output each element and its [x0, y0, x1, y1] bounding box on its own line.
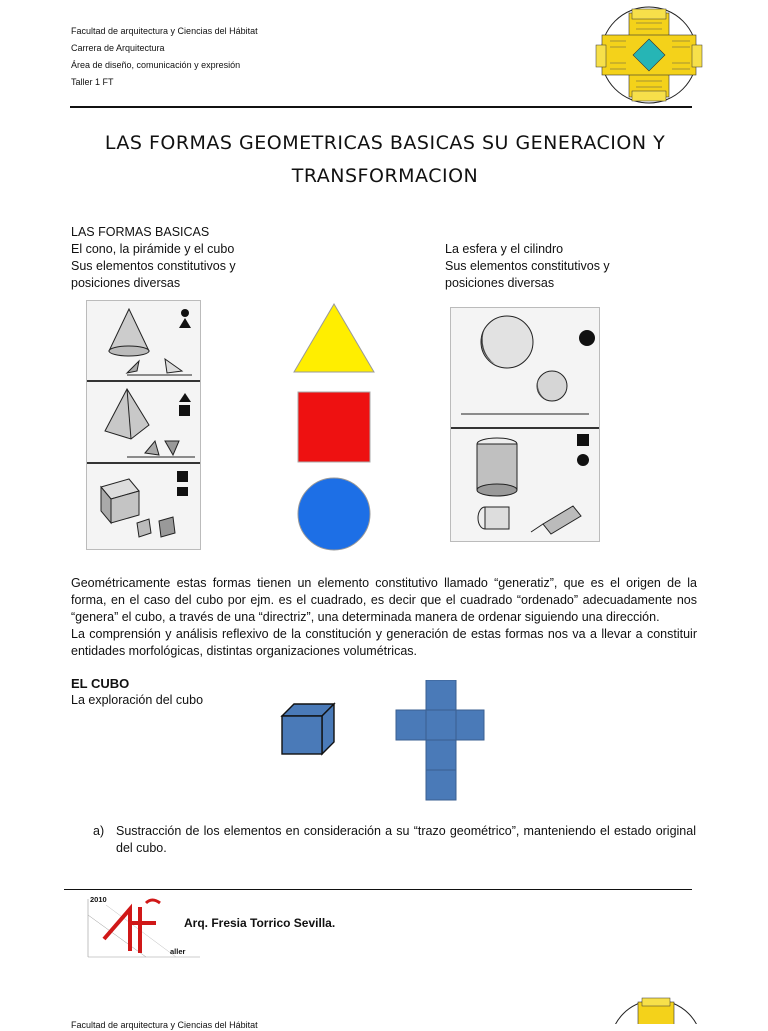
cube-net-drawing [394, 680, 486, 802]
cube-drawing [278, 700, 338, 760]
left-block-line1: El cono, la pirámide y el cubo [71, 242, 235, 256]
sphere-cylinder-sketch [450, 307, 600, 542]
sketch-drawings-2 [451, 308, 599, 541]
list-item-text: Sustracción de los elementos en consideración a su “trazo geométrico”, manteniendo el estado original del cubo. [116, 824, 696, 855]
left-block-line2: Sus elementos constitutivos y [71, 259, 236, 273]
cube-heading: EL CUBO [71, 676, 130, 691]
right-block-line1: La esfera y el cilindro [445, 242, 564, 256]
author-name: Arq. Fresia Torrico Sevilla. [184, 916, 336, 930]
red-square [298, 392, 370, 462]
next-page-logo [606, 996, 706, 1024]
blue-circle [298, 478, 370, 550]
sketch-drawings [87, 301, 200, 549]
header-area: Área de diseño, comunicación y expresión [71, 60, 241, 70]
left-block-line3: posiciones diversas [71, 276, 181, 290]
footer-rule [64, 889, 692, 890]
logo-word: aller [170, 947, 186, 956]
right-block-line3: posiciones diversas [445, 276, 555, 290]
list-marker: a) [93, 824, 105, 838]
paragraph-generatriz: Geométricamente estas formas tienen un elemento constitutivo llamado “generatiz”, que es el origen de la forma, en el caso del cubo por ejm. es el cuadrado, es decir que el cuadrado “ordenado” adecuadamente nos “genera” el cubo, a través de una “directriz”, una determinada manera de ordenar siguiendo una dirección. [71, 576, 697, 624]
yellow-triangle [294, 304, 374, 372]
header-workshop: Taller 1 FT [71, 77, 114, 87]
header-faculty: Facultad de arquitectura y Ciencias del Hábitat [71, 26, 258, 36]
basic-forms-heading: LAS FORMAS BASICAS [71, 225, 210, 239]
page-title-line1: LAS FORMAS GEOMETRICAS BASICAS SU GENERACION Y [104, 132, 666, 154]
header-career: Carrera de Arquitectura [71, 43, 165, 53]
paragraph-comprension: La comprensión y análisis reflexivo de la constitución y generación de estas formas nos va a llevar a constituir entidades morfológicas, distintas organizaciones volumétricas. [71, 627, 697, 658]
basic-shapes-figure [288, 300, 380, 552]
page-title-line2: TRANSFORMACION [291, 165, 479, 187]
cube-subheading: La exploración del cubo [71, 693, 204, 707]
faculty-logo [594, 5, 704, 105]
cone-pyramid-cube-sketch [86, 300, 201, 550]
header-rule [70, 106, 692, 108]
next-page-header: Facultad de arquitectura y Ciencias del Hábitat [71, 1020, 258, 1030]
logo-year: 2010 [90, 895, 107, 904]
right-block-line2: Sus elementos constitutivos y [445, 259, 610, 273]
